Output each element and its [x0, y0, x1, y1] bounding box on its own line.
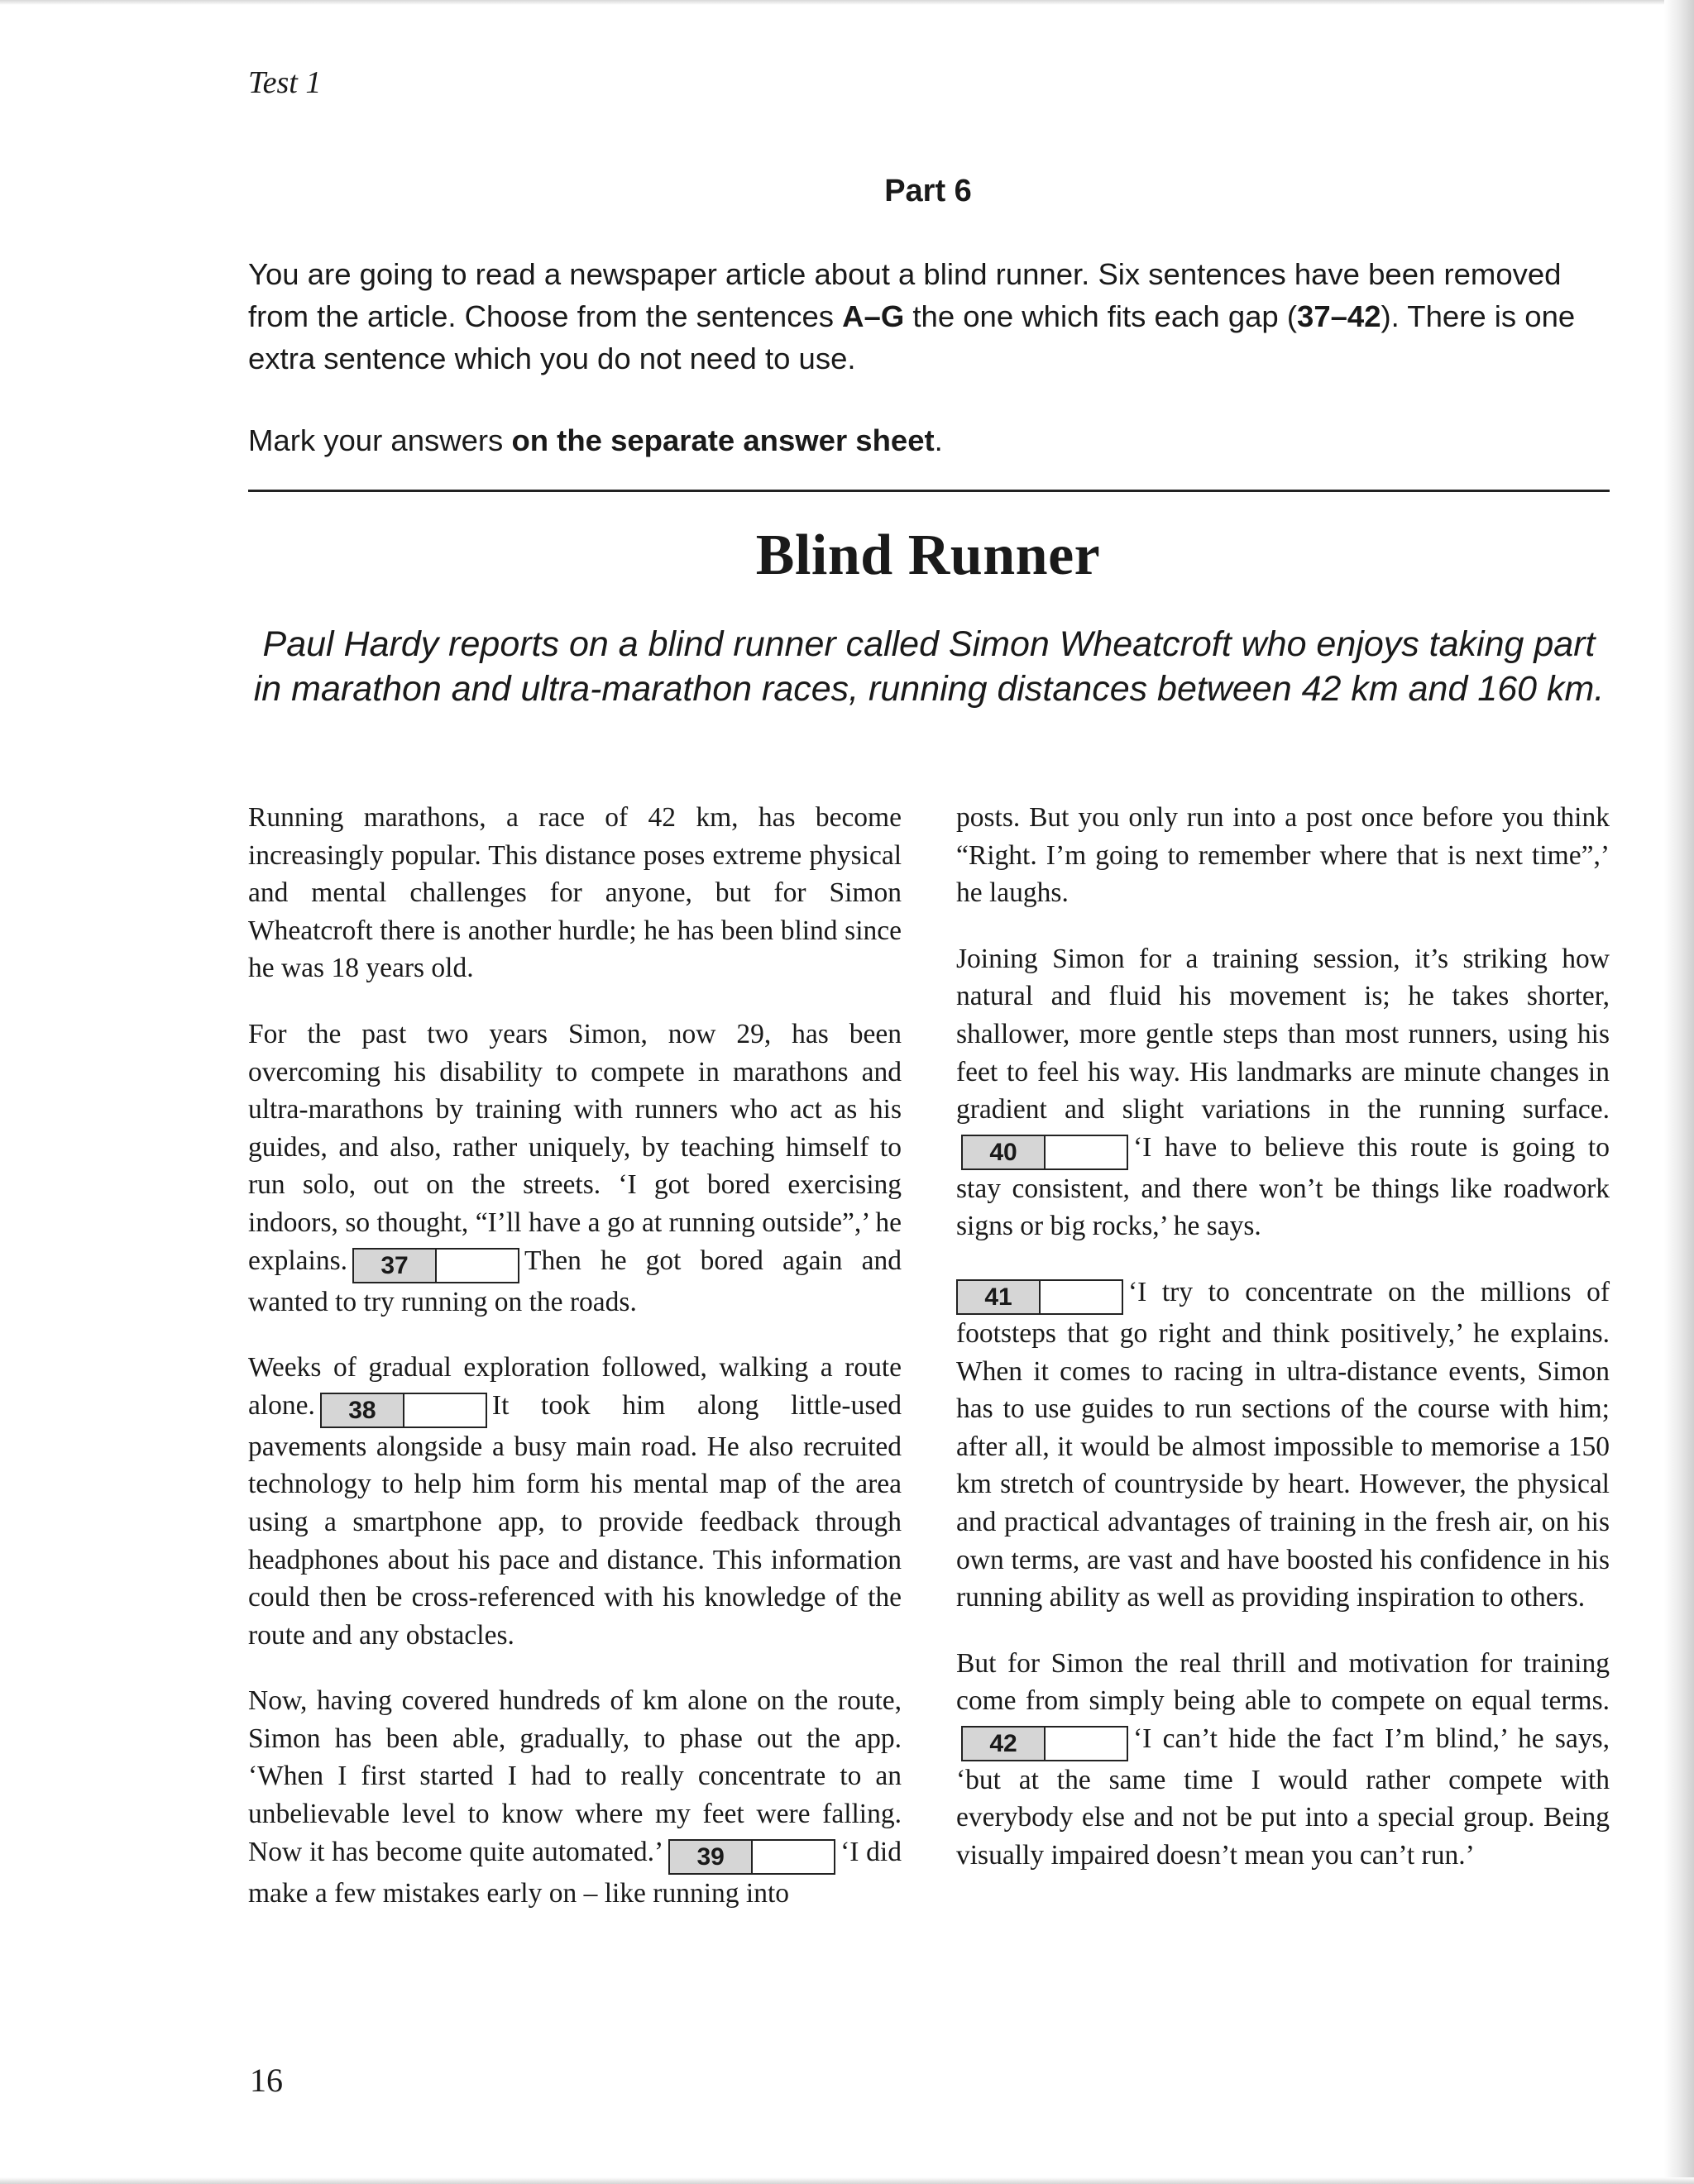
- mark-text-bold: on the separate answer sheet: [511, 423, 935, 457]
- running-head: Test 1: [248, 65, 322, 100]
- page-edge-right: [1664, 0, 1694, 2184]
- gap-box-41: [956, 1279, 1123, 1315]
- article-column-left: [248, 799, 902, 1940]
- page-number: 16: [250, 2062, 283, 2099]
- gap-answer-area: [1041, 1281, 1122, 1313]
- paragraph: [956, 1274, 1610, 1617]
- gap-number: 41: [958, 1281, 1041, 1313]
- paragraph-text: For the past two years Simon, now 29, has been overcoming his disability to compete in marathons and ultra-marathons by training with runners who act as his guides, and also, rather uniquely, by teaching himself to run solo, out on the streets. ‘I got bored exercising indoors, so thought, “I’ll have a go at running outside”,’ he explains.: [248, 1018, 902, 1276]
- article-title: Blind Runner: [755, 523, 1101, 587]
- paragraph-text: ‘I have to believe this route is going to stay consistent, and there won’t be things like roadwork signs or big rocks,’ he says.: [956, 1131, 1610, 1242]
- gap-answer-area: [437, 1250, 518, 1282]
- gap-number: 38: [322, 1394, 404, 1427]
- paragraph-text: ‘I try to concentrate on the millions of footsteps that go right and think positively,’ he explains. When it comes to racing in ultra-distance events, Simon has to use guides to run sections of the course with him; after all, it would be almost impossible to memorise a 150 km stretch of countryside by heart. However, the physical and practical advantages of training in the fresh air, on his own terms, are vast and have boosted his confidence in his running ability as well as providing inspiration to others.: [956, 1276, 1610, 1613]
- gap-number: 40: [963, 1136, 1046, 1168]
- instructions: [248, 253, 1613, 461]
- gap-answer-area: [404, 1394, 486, 1427]
- paragraph: [248, 1349, 902, 1654]
- page-edge-bottom: [0, 2177, 1694, 2184]
- paragraph-text: It took him along little-used pavements alongside a busy main road. He also recruited technology to help him form his mental map of the area using a smartphone app, to provide feedback through headphones about his pace and distance. This information could then be cross-referenced with his knowledge of the route and any obstacles.: [248, 1389, 902, 1651]
- divider-rule: [248, 490, 1610, 492]
- gap-number: 39: [670, 1841, 753, 1873]
- paragraph-continuation: posts. But you only run into a post once before you think “Right. I’m going to remember where that is next time”,’ he laughs.: [956, 802, 1610, 909]
- instructions-text-c: ). There is one extra sentence which you do not need to use.: [248, 299, 1576, 375]
- gap-answer-area: [753, 1841, 834, 1873]
- paragraph-text: Joining Simon for a training session, it’s striking how natural and fluid his movement is; he takes shorter, shallower, more gentle steps than most runners, using his feet to feel his way. His landmarks are minute changes in gradient and slight variations in the running surface.: [956, 943, 1610, 1125]
- paragraph: [956, 1645, 1610, 1875]
- paragraph-text: But for Simon the real thrill and motivation for training come from simply being able to compete on equal terms.: [956, 1647, 1610, 1717]
- gap-number: 42: [963, 1728, 1046, 1760]
- paragraph-text: ‘I did make a few mistakes early on – like running into: [248, 1836, 902, 1909]
- gap-box-37: [352, 1248, 519, 1283]
- paragraph: [248, 1016, 902, 1321]
- paragraph: [248, 1682, 902, 1912]
- instructions-text-a: You are going to read a newspaper article about a blind runner. Six sentences have been removed from the article. Choose from the sentences: [248, 257, 1562, 333]
- mark-text-c: .: [934, 423, 943, 457]
- part-title: Part 6: [884, 174, 972, 208]
- paragraph-text: Now, having covered hundreds of km alone on the route, Simon has been able, gradually, to phase out the app. ‘When I first started I had to really concentrate to an unbelievable level to know where my feet were falling. Now it has become quite automated.’: [248, 1685, 902, 1867]
- instructions-mark: [248, 419, 1613, 461]
- gap-box-38: [320, 1393, 487, 1428]
- article-standfirst: Paul Hardy reports on a blind runner called Simon Wheatcroft who enjoys taking part in marathon and ultra-marathon races, running distances between 42 km and 160 km.: [253, 624, 1605, 709]
- gap-answer-area: [1046, 1136, 1127, 1168]
- instructions-task: [248, 253, 1613, 380]
- paragraph: Running marathons, a race of 42 km, has become increasingly popular. This distance poses extreme physical and mental challenges for anyone, but for Simon Wheatcroft there is another hurdle; he has been blind since he was 18 years old.: [248, 802, 902, 984]
- paragraph-text: Then he got bored again and wanted to try running on the roads.: [248, 1245, 902, 1317]
- instructions-gaps: 37–42: [1297, 299, 1381, 333]
- paragraph-text: Weeks of gradual exploration followed, walking a route alone.: [248, 1352, 902, 1421]
- gap-number: 37: [354, 1250, 437, 1282]
- gap-box-39: [668, 1839, 835, 1875]
- instructions-text-b: the one which fits each gap (: [904, 299, 1298, 333]
- gap-box-40: [961, 1135, 1128, 1170]
- gap-box-42: [961, 1726, 1128, 1761]
- article-column-right: [956, 799, 1610, 1903]
- mark-text-a: Mark your answers: [248, 423, 512, 457]
- instructions-range: A–G: [842, 299, 905, 333]
- page-edge-top: [0, 0, 1694, 5]
- gap-answer-area: [1046, 1728, 1127, 1760]
- paragraph: [956, 940, 1610, 1245]
- paragraph-text: ‘I can’t hide the fact I’m blind,’ he says, ‘but at the same time I would rather compete with everybody else and not be put into a special group. Being visually impaired doesn’t mean you can’t run.’: [956, 1723, 1610, 1871]
